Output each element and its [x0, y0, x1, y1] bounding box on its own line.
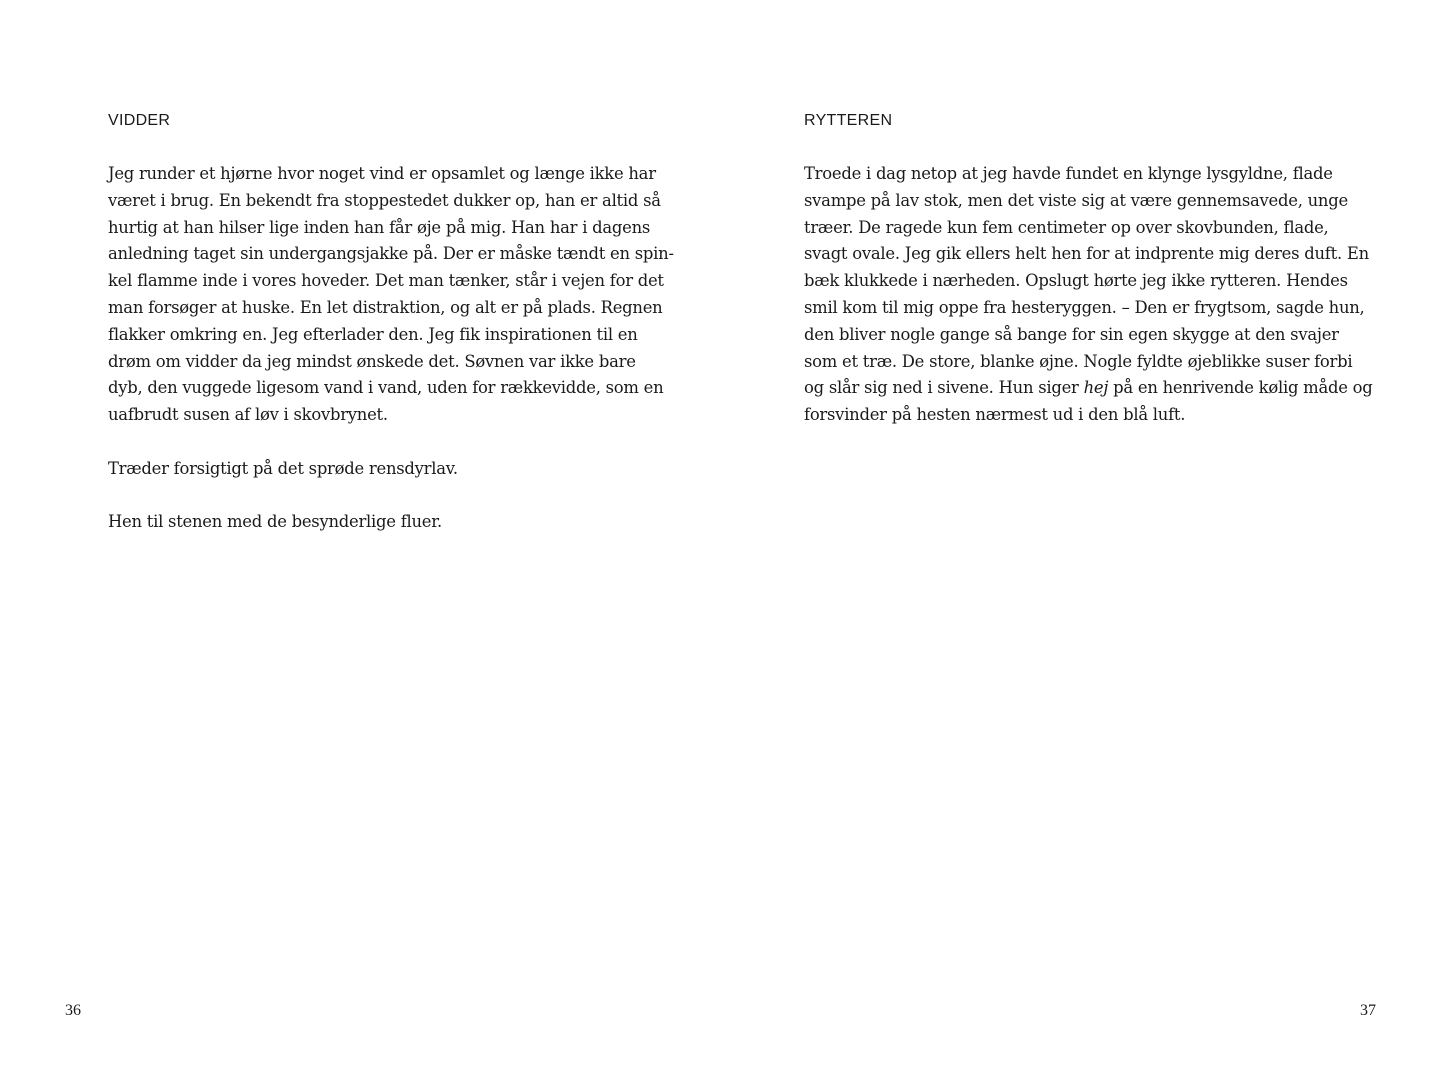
text-line: svagt ovale. Jeg gik ellers helt hen for at indprente mig deres duft. En	[804, 244, 1369, 264]
text-line: Troede i dag netop at jeg havde fundet en klynge lysgyldne, flade	[804, 164, 1333, 183]
text-segment: på en henrivende kølig måde og	[1108, 378, 1373, 398]
left-page-heading: VIDDER	[108, 112, 171, 129]
left-page	[0, 0, 722, 1086]
left-page-body	[108, 161, 674, 536]
text-line: Jeg runder et hjørne hvor noget vind er opsamlet og længe ikke har	[108, 164, 656, 183]
right-page	[722, 0, 1445, 1086]
paragraph-gap	[108, 429, 653, 456]
page-number: 37	[1360, 1002, 1376, 1019]
right-page-heading: RYTTEREN	[804, 112, 893, 129]
text-line	[804, 375, 1373, 402]
text-line: hurtig at han hilser lige inden han får øje på mig. Han har i dagens	[108, 217, 651, 237]
text-segment: og slår sig ned i sivene. Hun siger	[804, 378, 1084, 398]
text-line: flakker omkring en. Jeg efterlader den. Jeg fik inspirationen til en	[108, 324, 638, 344]
paragraph-gap	[108, 483, 653, 510]
italic-word: hej	[1083, 378, 1109, 398]
text-line: man forsøger at huske. En let distraktion, og alt er på plads. Regnen	[108, 297, 663, 317]
text-line: Hen til stenen med de besynderlige fluer.	[108, 512, 443, 532]
text-line: Træder forsigtigt på det sprøde rensdyrlav.	[108, 458, 458, 478]
text-line: dyb, den vuggede ligesom vand i vand, uden for rækkevidde, som en	[108, 378, 664, 398]
text-line: træer. De ragede kun fem centimeter op over skovbunden, flade,	[804, 217, 1329, 237]
right-page-body	[804, 161, 1373, 429]
text-line: svampe på lav stok, men det viste sig at være gennemsavede, unge	[804, 190, 1348, 210]
text-line: smil kom til mig oppe fra hesteryggen. – Den er frygtsom, sagde hun,	[804, 297, 1365, 317]
page-number: 36	[65, 1002, 81, 1019]
text-line: anledning taget sin undergangsjakke på. Der er måske tændt en spin-	[108, 244, 674, 264]
text-line: bæk klukkede i nærheden. Opslugt hørte jeg ikke rytteren. Hendes	[804, 271, 1348, 291]
text-line: som et træ. De store, blanke øjne. Nogle fyldte øjeblikke suser forbi	[804, 351, 1353, 371]
text-line: kel flamme inde i vores hoveder. Det man tænker, står i vejen for det	[108, 271, 664, 291]
text-line: uafbrudt susen af løv i skovbrynet.	[108, 405, 388, 425]
text-line: været i brug. En bekendt fra stoppestedet dukker op, han er altid så	[108, 190, 661, 210]
text-line: drøm om vidder da jeg mindst ønskede det. Søvnen var ikke bare	[108, 351, 636, 371]
text-line: forsvinder på hesten nærmest ud i den blå luft.	[804, 405, 1186, 425]
text-line: den bliver nogle gange så bange for sin egen skygge at den svajer	[804, 324, 1339, 344]
